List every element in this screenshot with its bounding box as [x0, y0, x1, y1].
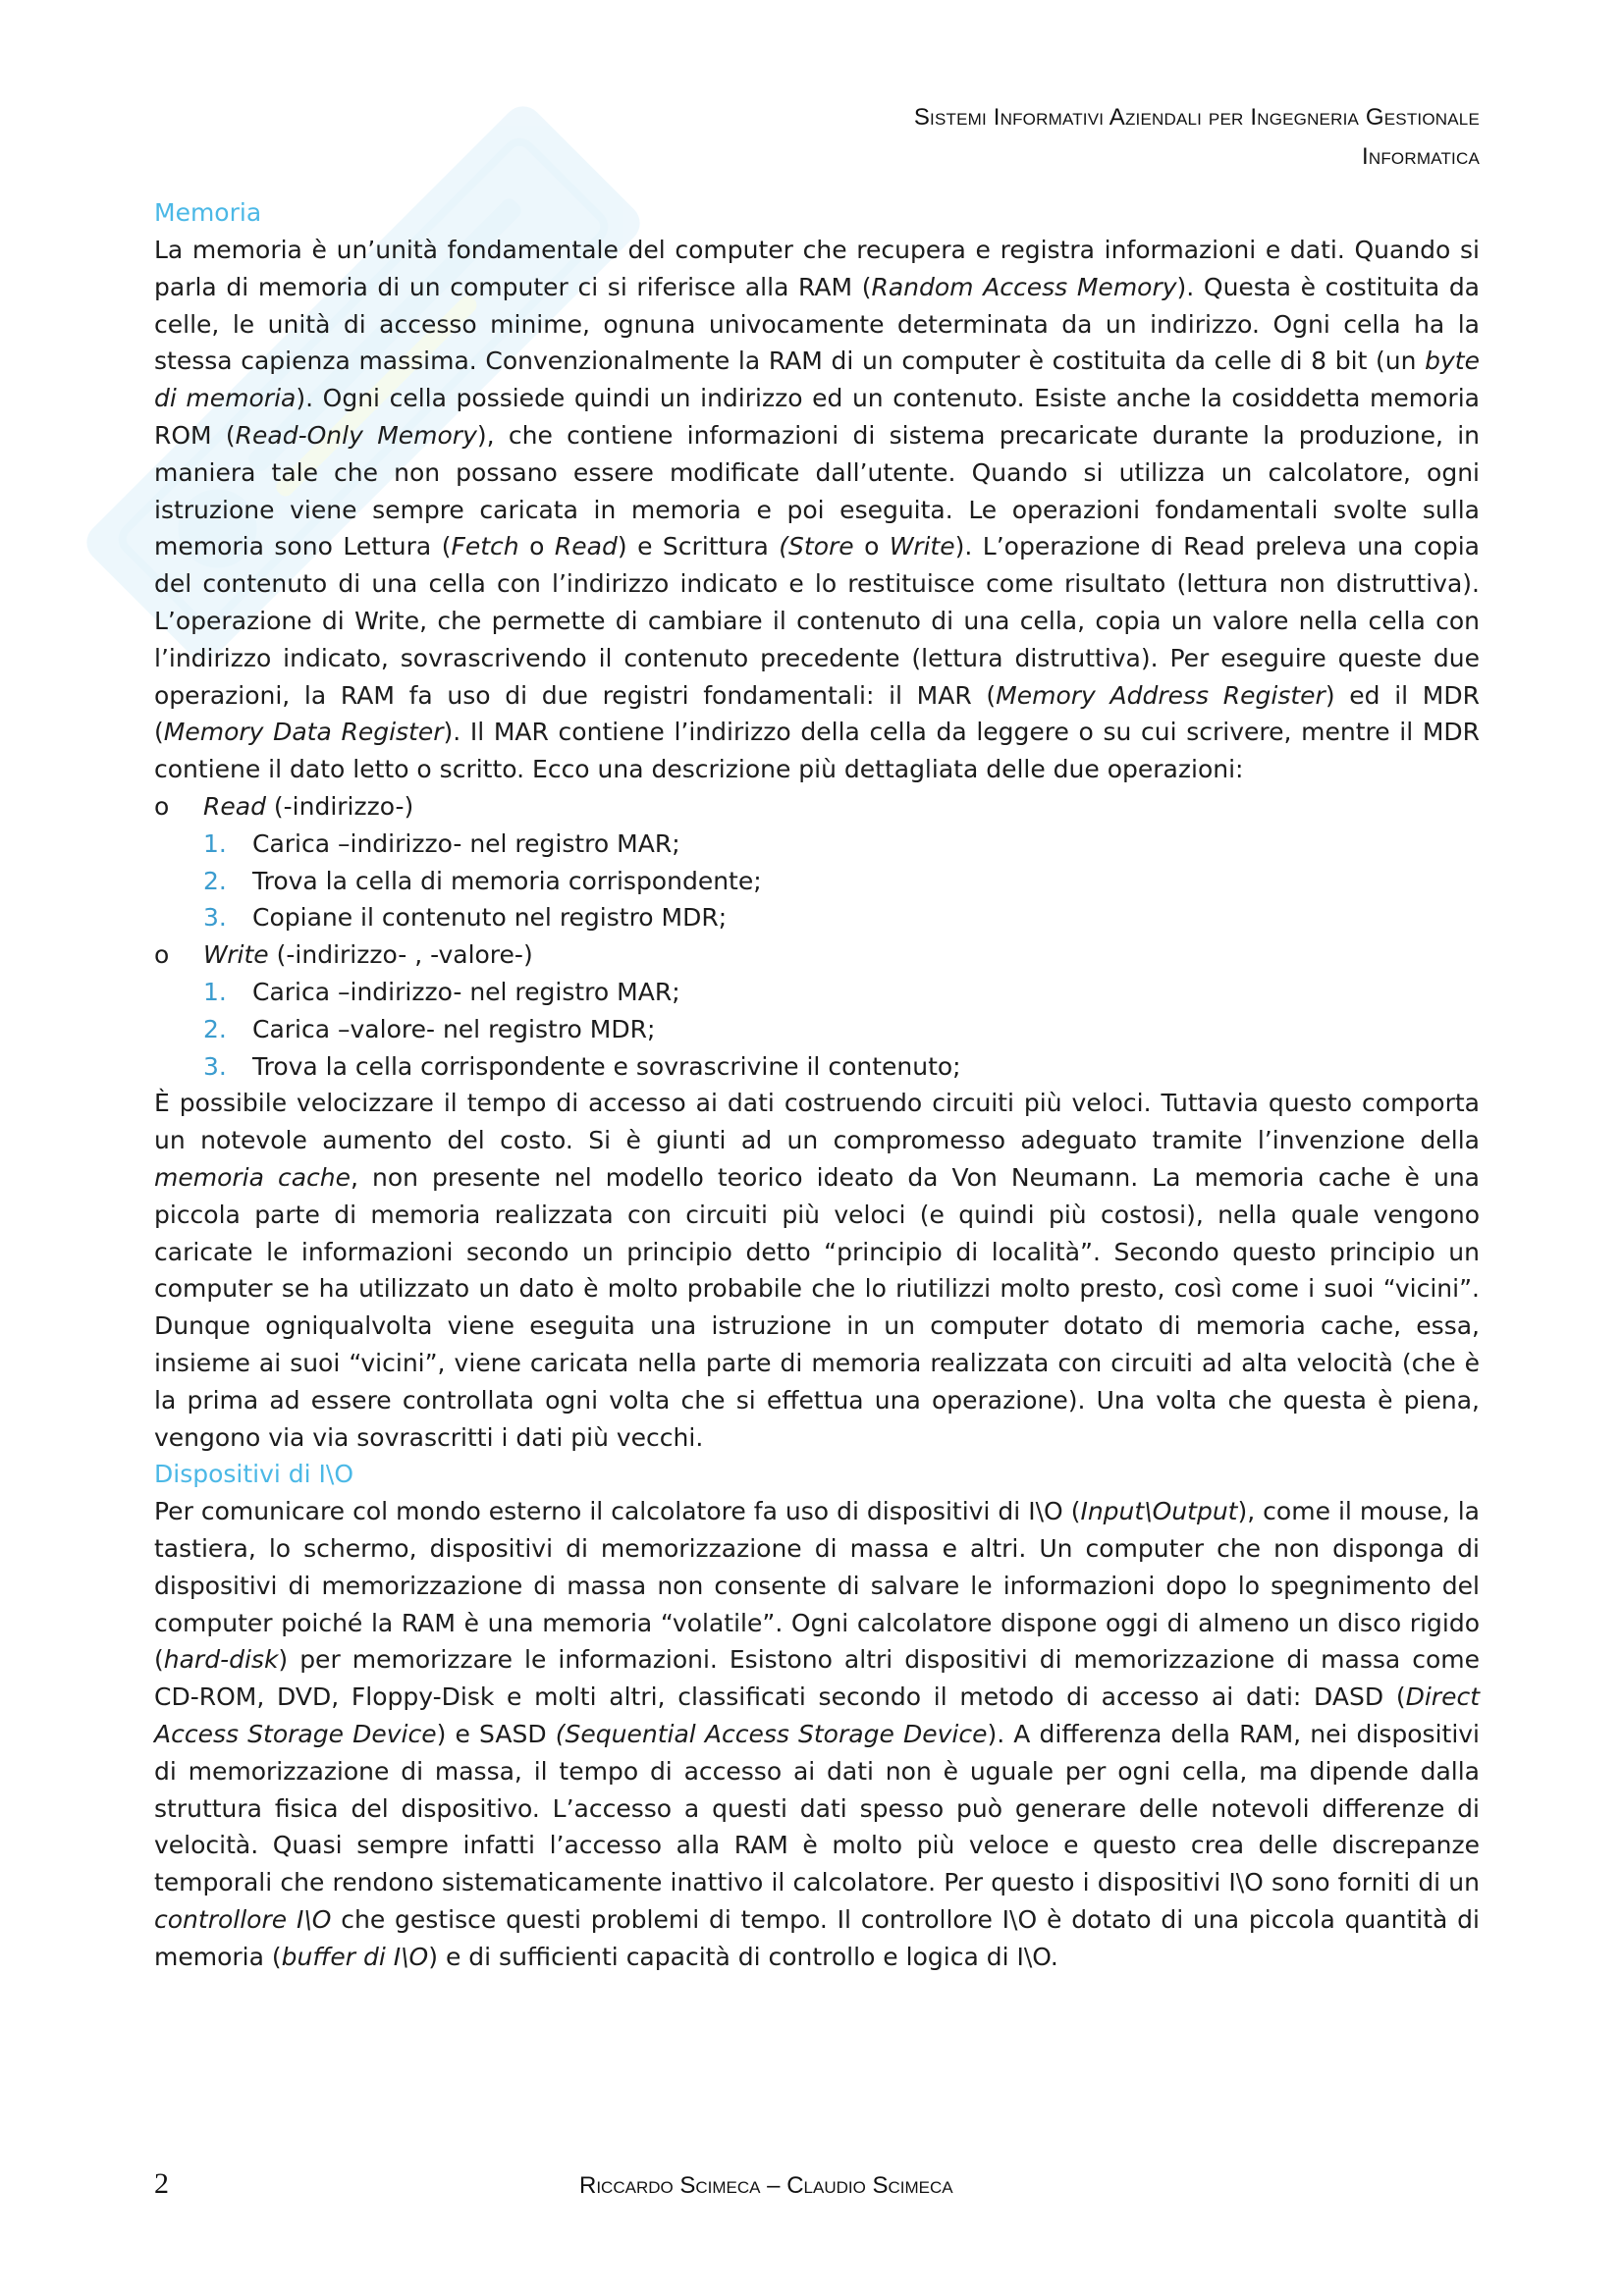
italic-term: Memory Address Register [996, 680, 1325, 710]
text-run: ) e SASD [436, 1720, 556, 1749]
step-text: Trova la cella di memoria corrispondente; [252, 866, 762, 895]
italic-term: Random Access Memory [871, 272, 1177, 301]
page-content [154, 194, 1480, 1976]
italic-term: Direct Access Storage Device [154, 1682, 1480, 1749]
italic-term: hard-disk [163, 1645, 279, 1675]
text-run: ) per memorizzare le informazioni. Esistono altri dispositivi di memorizzazione di massa come CD-ROM, DVD, Floppy-Disk e molti altri, classificati secondo il metodo di accesso ai dati: DASD ( [154, 1645, 1480, 1712]
paragraph-memoria-cache [154, 1085, 1480, 1456]
text-run: ) e di sufficienti capacità di controllo e logica di I\O. [428, 1942, 1058, 1971]
italic-term: controllore I\O [154, 1905, 332, 1935]
paragraph-memoria-intro [154, 232, 1480, 788]
operation-args: (-indirizzo-) [265, 791, 414, 821]
text-run: ), che contiene informazioni di sistema precaricate durante la produzione, in maniera tale che non possano essere modificate dall’utente. Quando si utilizza un calcolatore, ogni istruzione viene sempre caricata in memoria e poi eseguita. Le operazioni fondamentali svolte sulla memoria sono Lettura ( [154, 420, 1481, 561]
text-run: Per comunicare col mondo esterno il calcolatore fa uso di dispositivi di I\O ( [154, 1497, 1081, 1526]
text-run: ). L’operazione di Read preleva una copia del contenuto di una cella con l’indirizzo indicato e lo restituisce come risultato (lettura non distruttiva). L’operazione di Write, che permette di cambiare il contenuto di una cella, copia un valore nella cella con l’indirizzo indicato, sovrascrivendo il contenuto precedente (lettura distruttiva). Per eseguire queste due operazioni, la RAM fa uso di due registri fondamentali: il MAR ( [154, 532, 1480, 710]
text-run: ) e Scrittura [617, 532, 780, 561]
italic-term: Read-Only Memory [235, 420, 477, 450]
step-text: Carica –valore- nel registro MDR; [252, 1014, 656, 1043]
italic-term: Read [554, 532, 618, 561]
page-number: 2 [154, 2167, 169, 2200]
step-number: 3. [203, 1051, 227, 1081]
operation-read [154, 788, 1480, 826]
step-number: 3. [203, 903, 227, 933]
paragraph-dispositivi [154, 1493, 1480, 1975]
step-text: Carica –indirizzo- nel registro MAR; [252, 977, 680, 1006]
header-course-title: Sistemi Informativi Aziendali per Ingegneria Gestionale [913, 104, 1480, 131]
text-run: , non presente nel modello teorico ideato da Von Neumann. La memoria cache è una piccola parte di memoria realizzata con circuiti più veloci (e quindi più costosi), nella quale vengono caricate le informazioni secondo un principio detto “principio di località”. Secondo questo principio un computer se ha utilizzato un dato è molto probabile che lo riutilizzi molto presto, così come i suoi “vicini”. Dunque ogniqualvolta viene eseguita una istruzione in un computer dotato di memoria cache, essa, insieme ai suoi “vicini”, viene caricata nella parte di memoria realizzata con circuiti ad alta velocità (che è la prima ad essere controllata ogni volta che si effettua una operazione). Una volta che questa è piena, vengono via via sovrascritti i dati più vecchi. [154, 1162, 1480, 1452]
header-subject: Informatica [1362, 143, 1480, 170]
list-item [203, 1011, 1480, 1048]
bullet-icon: o [154, 940, 170, 970]
step-text: Copiane il contenuto nel registro MDR; [252, 903, 728, 933]
operation-name: Write [203, 940, 269, 970]
read-steps-list [154, 826, 1480, 936]
operation-name: Read [203, 791, 266, 821]
operation-args: (-indirizzo- , -valore-) [268, 940, 533, 970]
step-number: 1. [203, 977, 227, 1006]
text-run: È possibile velocizzare il tempo di accesso ai dati costruendo circuiti più veloci. Tuttavia questo comporta un notevole aumento del costo. Si è giunti ad un compromesso adeguato tramite l’invenzione della [154, 1089, 1480, 1155]
running-header [914, 98, 1480, 177]
step-text: Trova la cella corrispondente e sovrascrivine il contenuto; [252, 1051, 961, 1081]
list-item [203, 974, 1480, 1011]
text-run: La memoria è un’unità fondamentale del computer che recupera e registra informazioni e dati. Quando si parla di memoria di un computer ci si riferisce alla RAM ( [154, 236, 1480, 301]
italic-term: byte di memoria [154, 347, 1480, 413]
list-item [203, 899, 1480, 936]
italic-term: memoria cache [154, 1162, 352, 1192]
section-heading-memoria: Memoria [154, 198, 262, 227]
text-run: ). Ogni cella possiede quindi un indirizzo ed un contenuto. Esiste anche la cosiddetta memoria ROM ( [154, 384, 1480, 450]
step-number: 2. [203, 1014, 227, 1043]
text-run: ), come il mouse, la tastiera, lo schermo, dispositivi di memorizzazione di massa e altri. Un computer che non disponga di dispositivi di memorizzazione di massa non consente di salvare le informazioni dopo lo spegnimento del computer poiché la RAM è una memoria “volatile”. Ogni calcolatore dispone oggi di almeno un disco rigido ( [154, 1497, 1481, 1675]
text-run: ). A differenza della RAM, nei dispositivi di memorizzazione di massa, il tempo di accesso ai dati non è uguale per ogni cella, ma dipende dalla struttura fisica del dispositivo. L’accesso a questi dati spesso può generare delle notevoli differenze di velocità. Quasi sempre infatti l’accesso alla RAM è molto più veloce e questo crea delle discrepanze temporali che rendono sistematicamente inattivo il calcolatore. Per questo i dispositivi I\O sono forniti di un [154, 1720, 1481, 1897]
text-run: ). Il MAR contiene l’indirizzo della cella da leggere o su cui scrivere, mentre il MDR contiene il dato letto o scritto. Ecco una descrizione più dettagliata delle due operazioni: [154, 718, 1481, 784]
italic-term: Fetch [451, 532, 519, 561]
list-item [203, 1048, 1480, 1086]
footer-authors: Riccardo Scimeca – Claudio Scimeca [579, 2172, 953, 2199]
operation-write [154, 936, 1480, 974]
step-text: Carica –indirizzo- nel registro MAR; [252, 828, 680, 858]
text-run: o [853, 532, 890, 561]
italic-term: Input\Output [1080, 1497, 1238, 1526]
list-item [203, 826, 1480, 863]
bullet-icon: o [154, 791, 170, 821]
text-run: che gestisce questi problemi di tempo. Il controllore I\O è dotato di una piccola quantità di memoria ( [154, 1905, 1480, 1971]
text-run: ) ed il MDR ( [154, 680, 1480, 747]
italic-term: (Store [779, 532, 854, 561]
text-run: ). Questa è costituita da celle, le unità di accesso minime, ognuna univocamente determinata da un indirizzo. Ogni cella ha la stessa capienza massima. Convenzionalmente la RAM di un computer è costituita da celle di 8 bit (un [154, 272, 1481, 376]
list-item [203, 863, 1480, 900]
italic-term: (Sequential Access Storage Device [555, 1720, 988, 1749]
italic-term: Memory Data Register [163, 718, 444, 747]
section-heading-dispositivi: Dispositivi di I\O [154, 1460, 354, 1489]
italic-term: Write [889, 532, 955, 561]
step-number: 2. [203, 866, 227, 895]
step-number: 1. [203, 828, 227, 858]
italic-term: buffer di I\O [281, 1942, 429, 1971]
write-steps-list [154, 974, 1480, 1085]
text-run: o [518, 532, 555, 561]
